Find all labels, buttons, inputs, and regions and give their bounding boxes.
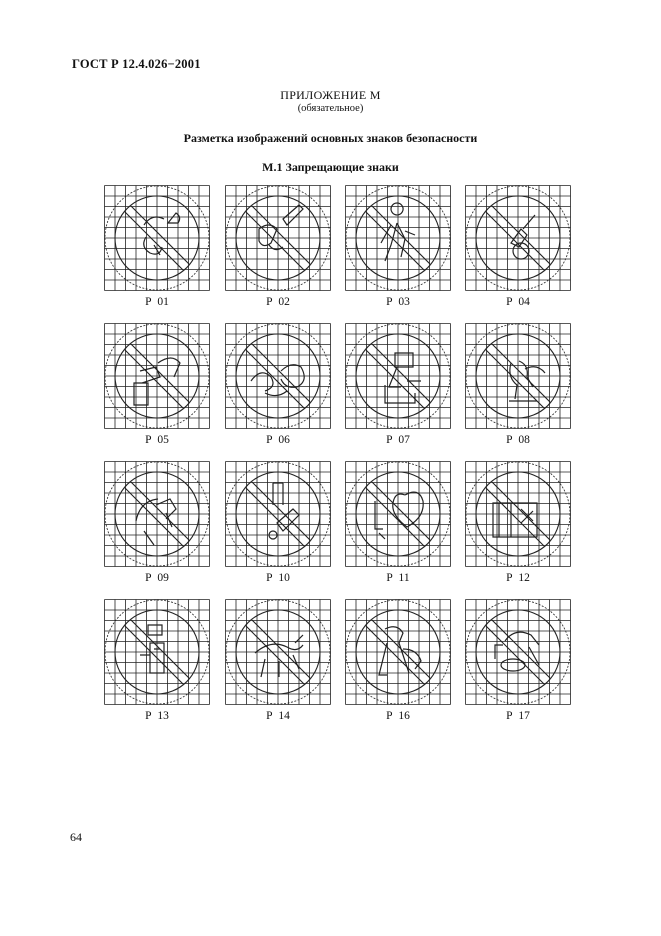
- sign-code: Р 14: [266, 710, 290, 722]
- do-not-obstruct-icon: [465, 461, 571, 567]
- sign-code: Р 10: [266, 572, 290, 584]
- no-metal-implants-icon: [345, 599, 451, 705]
- sign-cell: [465, 185, 571, 308]
- standard-code: ГОСТ Р 12.4.026−2001: [72, 57, 201, 71]
- no-open-flame-icon: [225, 185, 331, 291]
- section-title: Разметка изображений основных знаков безопасности: [183, 131, 478, 145]
- sign-code: Р 16: [386, 710, 410, 722]
- sign-code: Р 08: [506, 434, 530, 446]
- no-water-extinguishing-icon: [465, 185, 571, 291]
- sign-code: Р 04: [506, 296, 530, 308]
- sign-code: Р 06: [266, 434, 290, 446]
- no-pushing-icon: [465, 599, 571, 705]
- sign-code: Р 09: [145, 572, 169, 584]
- sign-cell: [345, 185, 451, 308]
- sign-cell: [225, 185, 331, 308]
- sign-cell: [465, 323, 571, 446]
- sign-cell: [225, 461, 331, 584]
- appendix-note: (обязательное): [297, 103, 364, 114]
- sign-cell: [345, 461, 451, 584]
- page-number: 64: [70, 830, 82, 844]
- sign-code: Р 02: [266, 296, 290, 308]
- sign-code: Р 12: [506, 572, 530, 584]
- sign-cell: [345, 323, 451, 446]
- no-mobile-phones-icon: [104, 599, 210, 705]
- no-forklifts-icon: [345, 323, 451, 429]
- sign-cell: [104, 323, 210, 446]
- not-drinking-water-icon: [104, 323, 210, 429]
- sign-cell: [225, 323, 331, 446]
- sign-cell: [104, 461, 210, 584]
- sign-cell: [465, 461, 571, 584]
- sign-code: Р 13: [145, 710, 169, 722]
- do-not-switch-on-icon: [225, 461, 331, 567]
- sign-code: Р 05: [145, 434, 169, 446]
- sign-code: Р 17: [506, 710, 530, 722]
- sign-cell: [225, 599, 331, 722]
- sign-cell: [465, 599, 571, 722]
- no-pacemakers-icon: [345, 461, 451, 567]
- sign-code: Р 07: [386, 434, 410, 446]
- subsection-title: М.1 Запрещающие знаки: [262, 160, 399, 174]
- do-not-touch-live-icon: [104, 461, 210, 567]
- sign-cell: [104, 185, 210, 308]
- sign-cell: [345, 599, 451, 722]
- no-animals-icon: [225, 599, 331, 705]
- no-smoking-icon: [104, 185, 210, 291]
- sign-cell: [104, 599, 210, 722]
- do-not-touch-icon: [465, 323, 571, 429]
- no-pedestrians-icon: [345, 185, 451, 291]
- no-entry-unauthorized-icon: [225, 323, 331, 429]
- appendix-title: ПРИЛОЖЕНИЕ М: [280, 88, 381, 102]
- sign-code: Р 11: [386, 572, 410, 584]
- sign-code: Р 01: [145, 296, 169, 308]
- sign-code: Р 03: [386, 296, 410, 308]
